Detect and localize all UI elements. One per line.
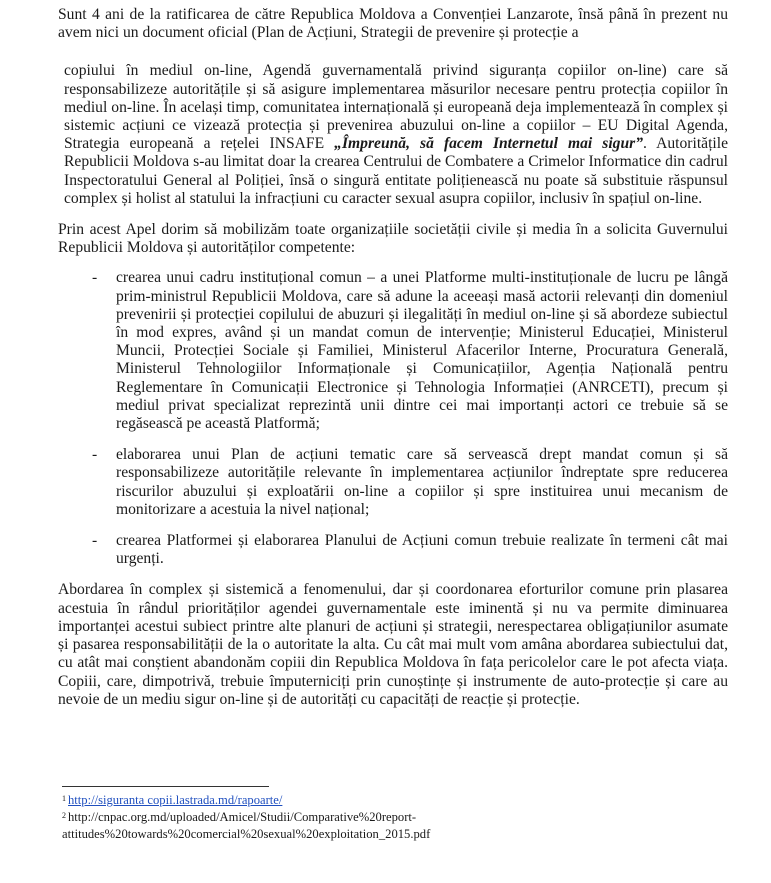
demands-list: [58, 269, 728, 568]
footnote-2: [62, 809, 702, 843]
list-item-text: elaborarea unui Plan de acțiuni tematic care să servească drept mandat comun și să responsabilizeze autoritățile relevante în implementarea acțiunilor îndreptate spre reducerea riscurilor abuzului și exploatării on-line a copiilor și spre instituirea unui mecanism de monitorizare a acestuia la nivel național;: [116, 446, 728, 518]
footnote-number: 1: [62, 794, 66, 803]
list-item: [58, 269, 728, 433]
conclusion-paragraph: Abordarea în complex și sistemică a fenomenului, dar și coordonarea eforturilor comune prin plasarea acestuia în rândul priorităților agendei guvernamentale este iminentă și nu va permite diminuarea importanței acestui subiect printre alte planuri de acțiuni și strategii, nerespectarea obligațiunilor asumate și pasarea responsabilității de la o autoritate la alta. Cu cât mai mult vom amâna abordarea subiectului dat, cu atât mai conștient abandonăm copiii din Republica Moldova în fața pericolelor care le pot afecta viața. Copiii, care, dimpotrivă, trebuie împuterniciți prin cunoștințe și instrumente de auto-protecție și care au nevoie de un mediu sigur on-line și de autorități cu capacități de reacție și protecție.: [58, 581, 728, 708]
list-item-text: crearea Platformei și elaborarea Planului de Acțiuni comun trebuie realizate în termeni cât mai urgenți.: [116, 532, 728, 568]
list-bullet: -: [92, 446, 98, 464]
footnote-url-text: http://cnpac.org.md/uploaded/Amicel/Studii/Comparative%20report-attitudes%20towards%20comercial%20sexual%20exploitation_2015.pdf: [62, 810, 431, 841]
list-bullet: -: [92, 269, 98, 287]
insafe-slogan: „Împreună, să facem Internetul mai sigur”: [334, 135, 644, 153]
list-bullet: -: [92, 532, 98, 550]
footnote-divider: [62, 786, 269, 787]
document-page: [58, 6, 728, 709]
footnote-number: 2: [62, 811, 66, 820]
intro-paragraph: Sunt 4 ani de la ratificarea de către Republica Moldova a Convenției Lanzarote, însă până în prezent nu avem nici un document oficial (Plan de Acțiuni, Strategii de prevenire și protecție a: [58, 6, 728, 42]
list-item: [58, 532, 728, 568]
continuation-text-part2: . Autoritățile Republicii Moldova s-au limitat doar la crearea Centrului de Combatere a Crimelor Informatice din cadrul Inspectoratului General al Poliției, însă o singură entitate polițienească nu poate să substituie răspunsul complex și holist al statului la infracțiuni cu caracter sexual asupra copiilor, inclusiv în spațiul on-line.: [64, 135, 728, 207]
list-item: [58, 446, 728, 519]
footnotes-section: [62, 786, 702, 843]
appeal-paragraph: Prin acest Apel dorim să mobilizăm toate organizațiile societății civile și media în a solicita Guvernului Republicii Moldova și autorităților competente:: [58, 221, 728, 257]
list-item-text: crearea unui cadru instituțional comun – a unei Platforme multi-instituționale de lucru pe lângă prim-ministrul Republicii Moldova, care să adune la aceeași masă actorii relevanți din domeniul prevenirii și protecției copilului de abuzuri și ilegalități în mediul on-line și să abordeze subiectul în mod expres, având și un mandat comun de intervenție; Ministerul Educației, Ministerul Muncii, Protecției Sociale și Familiei, Ministerul Afacerilor Interne, Procuratura Generală, Ministerul Tehnologiilor Informaționale și Comunicațiilor, Agenția Națională pentru Reglementare în Comunicații Electronice și Tehnologia Informației (ANRCETI), precum și mediul privat specializat reprezintă unii dintre cei mai importanți actori ce trebuie să se regăsească pe această Platformă;: [116, 269, 728, 433]
continuation-paragraph: [58, 62, 728, 208]
footnote-link[interactable]: http://siguranta copii.lastrada.md/rapoarte/: [68, 793, 283, 807]
continuation-text-part1: copiului în mediul on-line, Agendă guvernamentală privind siguranța copiilor on-line) care să responsabilizeze autoritățile și să asigure implementarea măsurilor necesare pentru protecția copiilor în mediul on-line. În același timp, comunitatea internațională și europeană deja implementează în complex și sistemic acțiuni ce vizează protecția și prevenirea abuzului on-line a copiilor – EU Digital Agenda, Strategia europeană a rețelei INSAFE: [64, 62, 728, 153]
footnote-1: [62, 792, 702, 809]
